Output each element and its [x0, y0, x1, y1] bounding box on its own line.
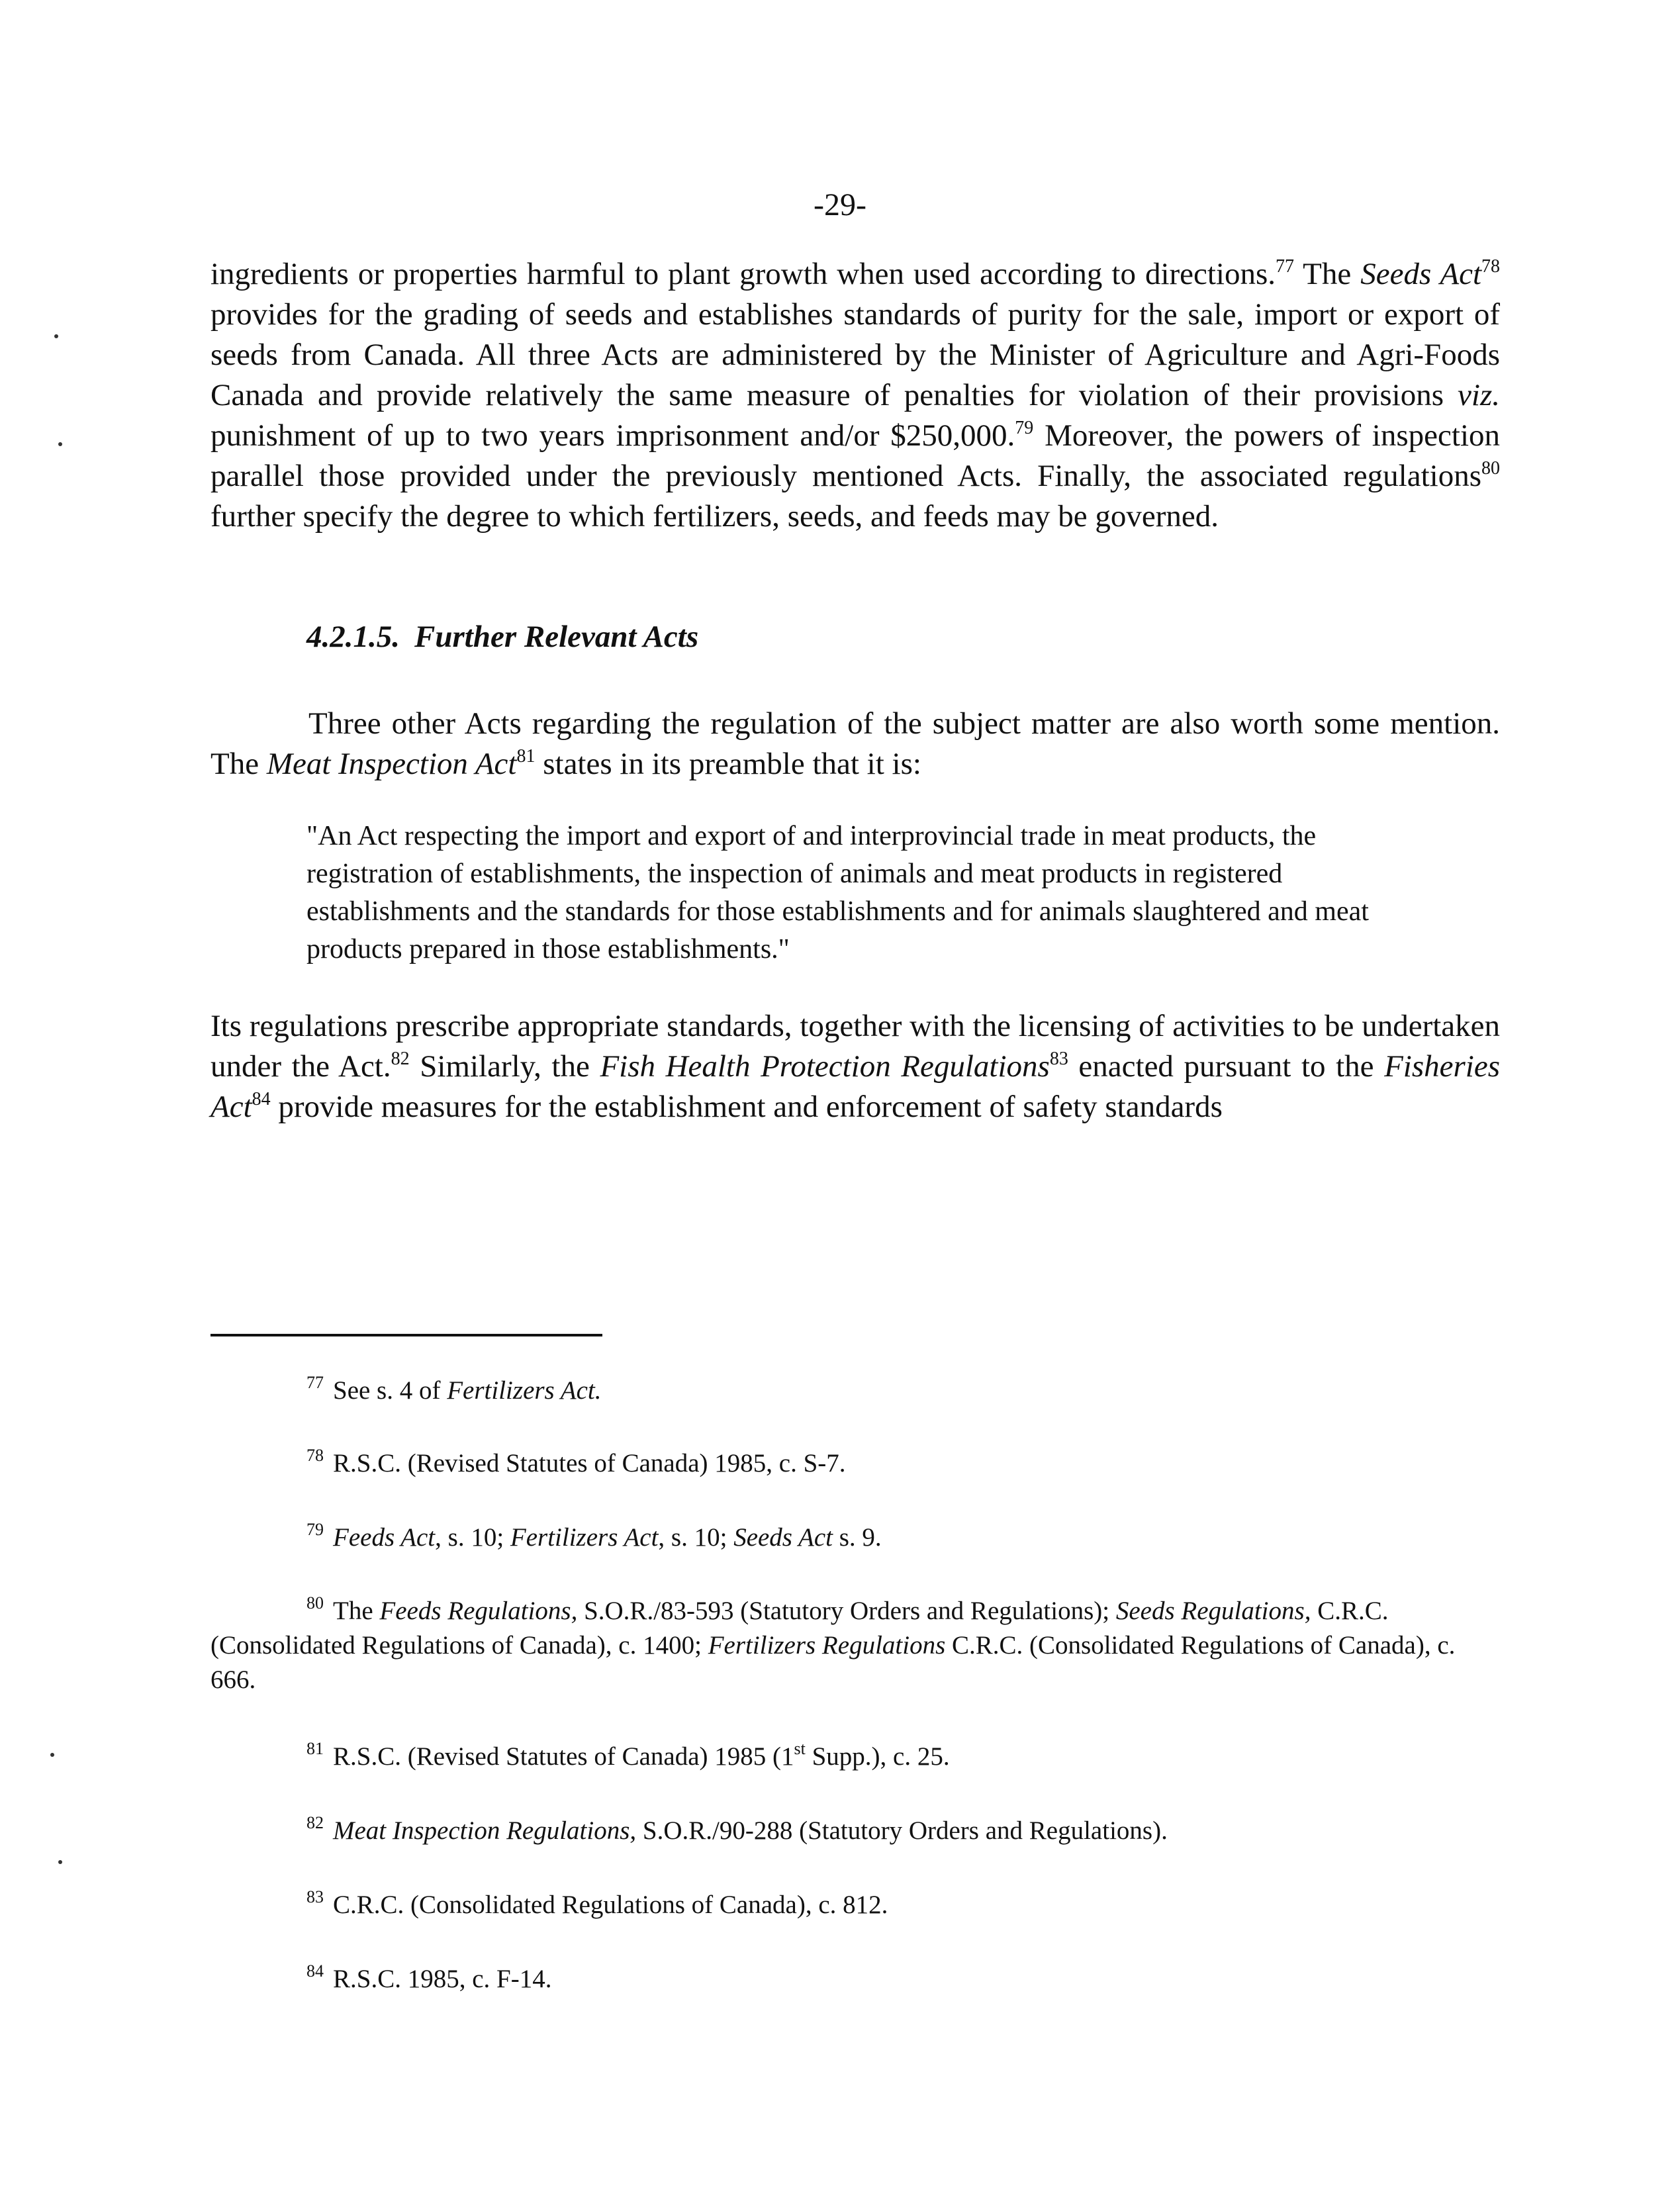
paragraph-other-acts: Three other Acts regarding the regulation of the subject matter are also worth some mention. The Meat Inspection Act$^{81}$ states in its preamble that it is:: [210, 706, 1500, 781]
section-heading: [306, 619, 698, 655]
footnote-ref-80: 80: [1481, 458, 1500, 479]
footnote-ref-77: 77: [1276, 256, 1295, 277]
footnote-separator: [210, 1334, 602, 1336]
footnote-ref-84: 84: [252, 1089, 271, 1109]
scan-speck: [58, 1860, 62, 1864]
footnote-ref-81: 81: [516, 746, 536, 767]
footnote-ref-79: 79: [1015, 418, 1034, 438]
paragraph-fertilizers-seeds: ingredients or properties harmful to plant growth when used according to directions.$^{77}$ The Seeds Act$^{78}$ provides for the grading of seeds and establishes standards of purity for the sale, import or export of seeds from Canada. All three Acts are administered by the Minister of Agriculture and Agri-Foods Canada and provide relatively the same measure of penalties for violation of their provisions viz. punishment of up to two years imprisonment and/or $250,000.79 Moreover, the powers of inspection parallel those provided under the previously mentioned Acts. Finally, the associated regulations$^{80}$ further specify the degree to which fertilizers, seeds, and feeds may be governed.: [210, 256, 1501, 534]
footnote-84: $^{84}$ R.S.C. 1985, c. F-14.: [306, 1961, 552, 1993]
section-number: 4.2.1.5.: [306, 620, 400, 654]
paragraph-regulations: Its regulations prescribe appropriate standards, together with the licensing of activities to be undertaken under the Act.$^{82}$ Similarly, the Fish Health Protection Regulations$^{83}$ enacted pursuant to the Fisheries Act$^{84}$ provide measures for the establishment and enforcement of safety standards: [210, 1009, 1501, 1124]
scan-speck: [54, 334, 58, 338]
footnote-78: $^{78}$ R.S.C. (Revised Statutes of Canada) 1985, c. S-7.: [306, 1446, 846, 1477]
block-quote-preamble: "An Act respecting the import and export of and interprovincial trade in meat products, the registration of establishments, the inspection of animals and meat products in registered establishments and the standards for those establishments and for animals slaughtered and meat products prepared in those establishments.": [306, 821, 1369, 964]
page-number: -29-: [814, 187, 866, 222]
footnote-80: $^{80}$ The Feeds Regulations, S.O.R./83-593 (Statutory Orders and Regulations); Seeds Regulations, C.R.C. (Consolidated Regulations of Canada), c. 1400; Fertilizers Regulations C.R.C. (Consolidated Regulations of Canada), c. 666.: [210, 1593, 1456, 1694]
scan-speck: [58, 442, 62, 446]
footnote-ref-82: 82: [391, 1049, 410, 1069]
footnote-82: $^{82}$ Meat Inspection Regulations, S.O.R./90-288 (Statutory Orders and Regulations).: [306, 1813, 1168, 1845]
scan-speck: [50, 1753, 54, 1757]
footnote-83: $^{83}$ C.R.C. (Consolidated Regulations of Canada), c. 812.: [306, 1887, 888, 1919]
footnote-81: $^{81}$ R.S.C. (Revised Statutes of Canada) 1985 (1st Supp.), c. 25.: [306, 1739, 950, 1771]
section-title: Further Relevant Acts: [414, 620, 699, 654]
footnote-ref-78: 78: [1481, 256, 1501, 277]
footnote-77: $^{77}$ See s. 4 of Fertilizers Act.: [306, 1373, 602, 1405]
footnote-79: $^{79}$ Feeds Act, s. 10; Fertilizers Act, s. 10; Seeds Act s. 9.: [306, 1520, 882, 1552]
footnote-ref-83: 83: [1049, 1049, 1068, 1069]
